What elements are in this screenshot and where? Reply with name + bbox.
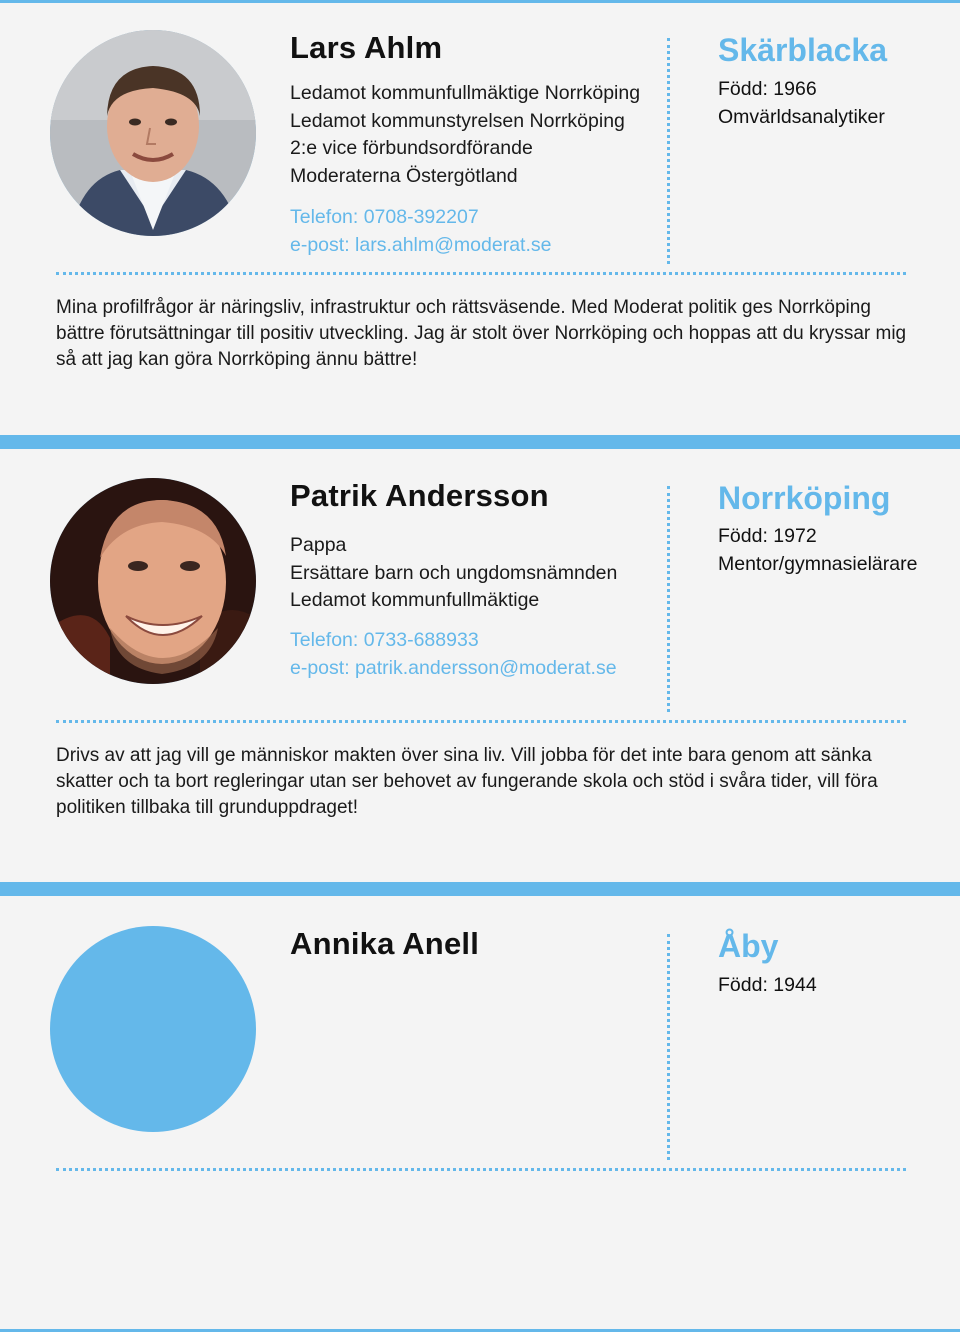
role-item: Pappa	[290, 534, 347, 556]
vertical-dotted-divider	[667, 38, 670, 264]
occupation: Omvärldsanalytiker	[718, 106, 885, 128]
horizontal-dotted-divider	[56, 720, 906, 723]
candidate-name: Lars Ahlm	[290, 30, 443, 65]
section-separator-band	[0, 435, 960, 449]
occupation: Mentor/gymnasielärare	[718, 553, 918, 575]
personal-facts	[718, 522, 917, 578]
phone-number[interactable]: Telefon: 0708-392207	[290, 206, 479, 228]
profile-photo	[50, 30, 256, 236]
profile-photo-placeholder	[50, 926, 256, 1132]
birth-year: Född: 1972	[718, 525, 817, 547]
contact-info	[290, 203, 551, 259]
roles-list	[290, 532, 617, 615]
roles-list	[290, 80, 640, 190]
vertical-dotted-divider	[667, 486, 670, 712]
hometown: Norrköping	[718, 480, 891, 516]
profile-card-annika-anell	[0, 896, 960, 1332]
profile-card-patrik-andersson	[0, 448, 960, 884]
profile-card-lars-ahlm	[0, 0, 960, 436]
email-link[interactable]: e-post: lars.ahlm@moderat.se	[290, 234, 552, 256]
personal-facts	[718, 971, 817, 999]
profile-photo	[50, 478, 256, 684]
horizontal-dotted-divider	[56, 272, 906, 275]
role-item: Ledamot kommunstyrelsen Norrköping	[290, 109, 625, 132]
role-item: Ledamot kommunfullmäktige Norrköping	[290, 82, 641, 104]
section-separator-band	[0, 882, 960, 896]
role-item: 2:e vice förbundsordförande	[290, 137, 533, 159]
hometown: Skärblacka	[718, 32, 888, 68]
personal-facts	[718, 75, 885, 131]
hometown: Åby	[718, 928, 779, 964]
role-item: Moderaterna Östergötland	[290, 164, 518, 187]
contact-info	[290, 626, 617, 682]
email-link[interactable]: e-post: patrik.andersson@moderat.se	[290, 657, 617, 679]
portrait-image	[50, 478, 256, 684]
role-item: Ersättare barn och ungdomsnämnden	[290, 561, 618, 584]
phone-number[interactable]: Telefon: 0733-688933	[290, 629, 479, 651]
birth-year: Född: 1966	[718, 78, 817, 100]
role-item: Ledamot kommunfullmäktige	[290, 589, 540, 611]
candidate-name: Patrik Andersson	[290, 478, 549, 513]
horizontal-dotted-divider	[56, 1168, 906, 1171]
candidate-name: Annika Anell	[290, 926, 480, 961]
candidate-bio: Drivs av att jag vill ge människor makten över sina liv. Vill jobba för det inte bara genom att sänka skatter och ta bort regleringar utan ser behovet av fungerande skola och stöd i svåra tider, vill föra politiken tillbaka till grunduppdraget!	[56, 745, 878, 818]
birth-year: Född: 1944	[718, 974, 817, 996]
candidate-bio: Mina profilfrågor är näringsliv, infrastruktur och rättsväsende. Med Moderat politik ges Norrköping bättre förutsättningar till positiv utveckling. Jag är stolt över Norrköping och hoppas att du kryssar mig så att jag kan göra Norrköping ännu bättre!	[56, 297, 907, 370]
portrait-image	[50, 30, 256, 236]
vertical-dotted-divider	[667, 934, 670, 1160]
